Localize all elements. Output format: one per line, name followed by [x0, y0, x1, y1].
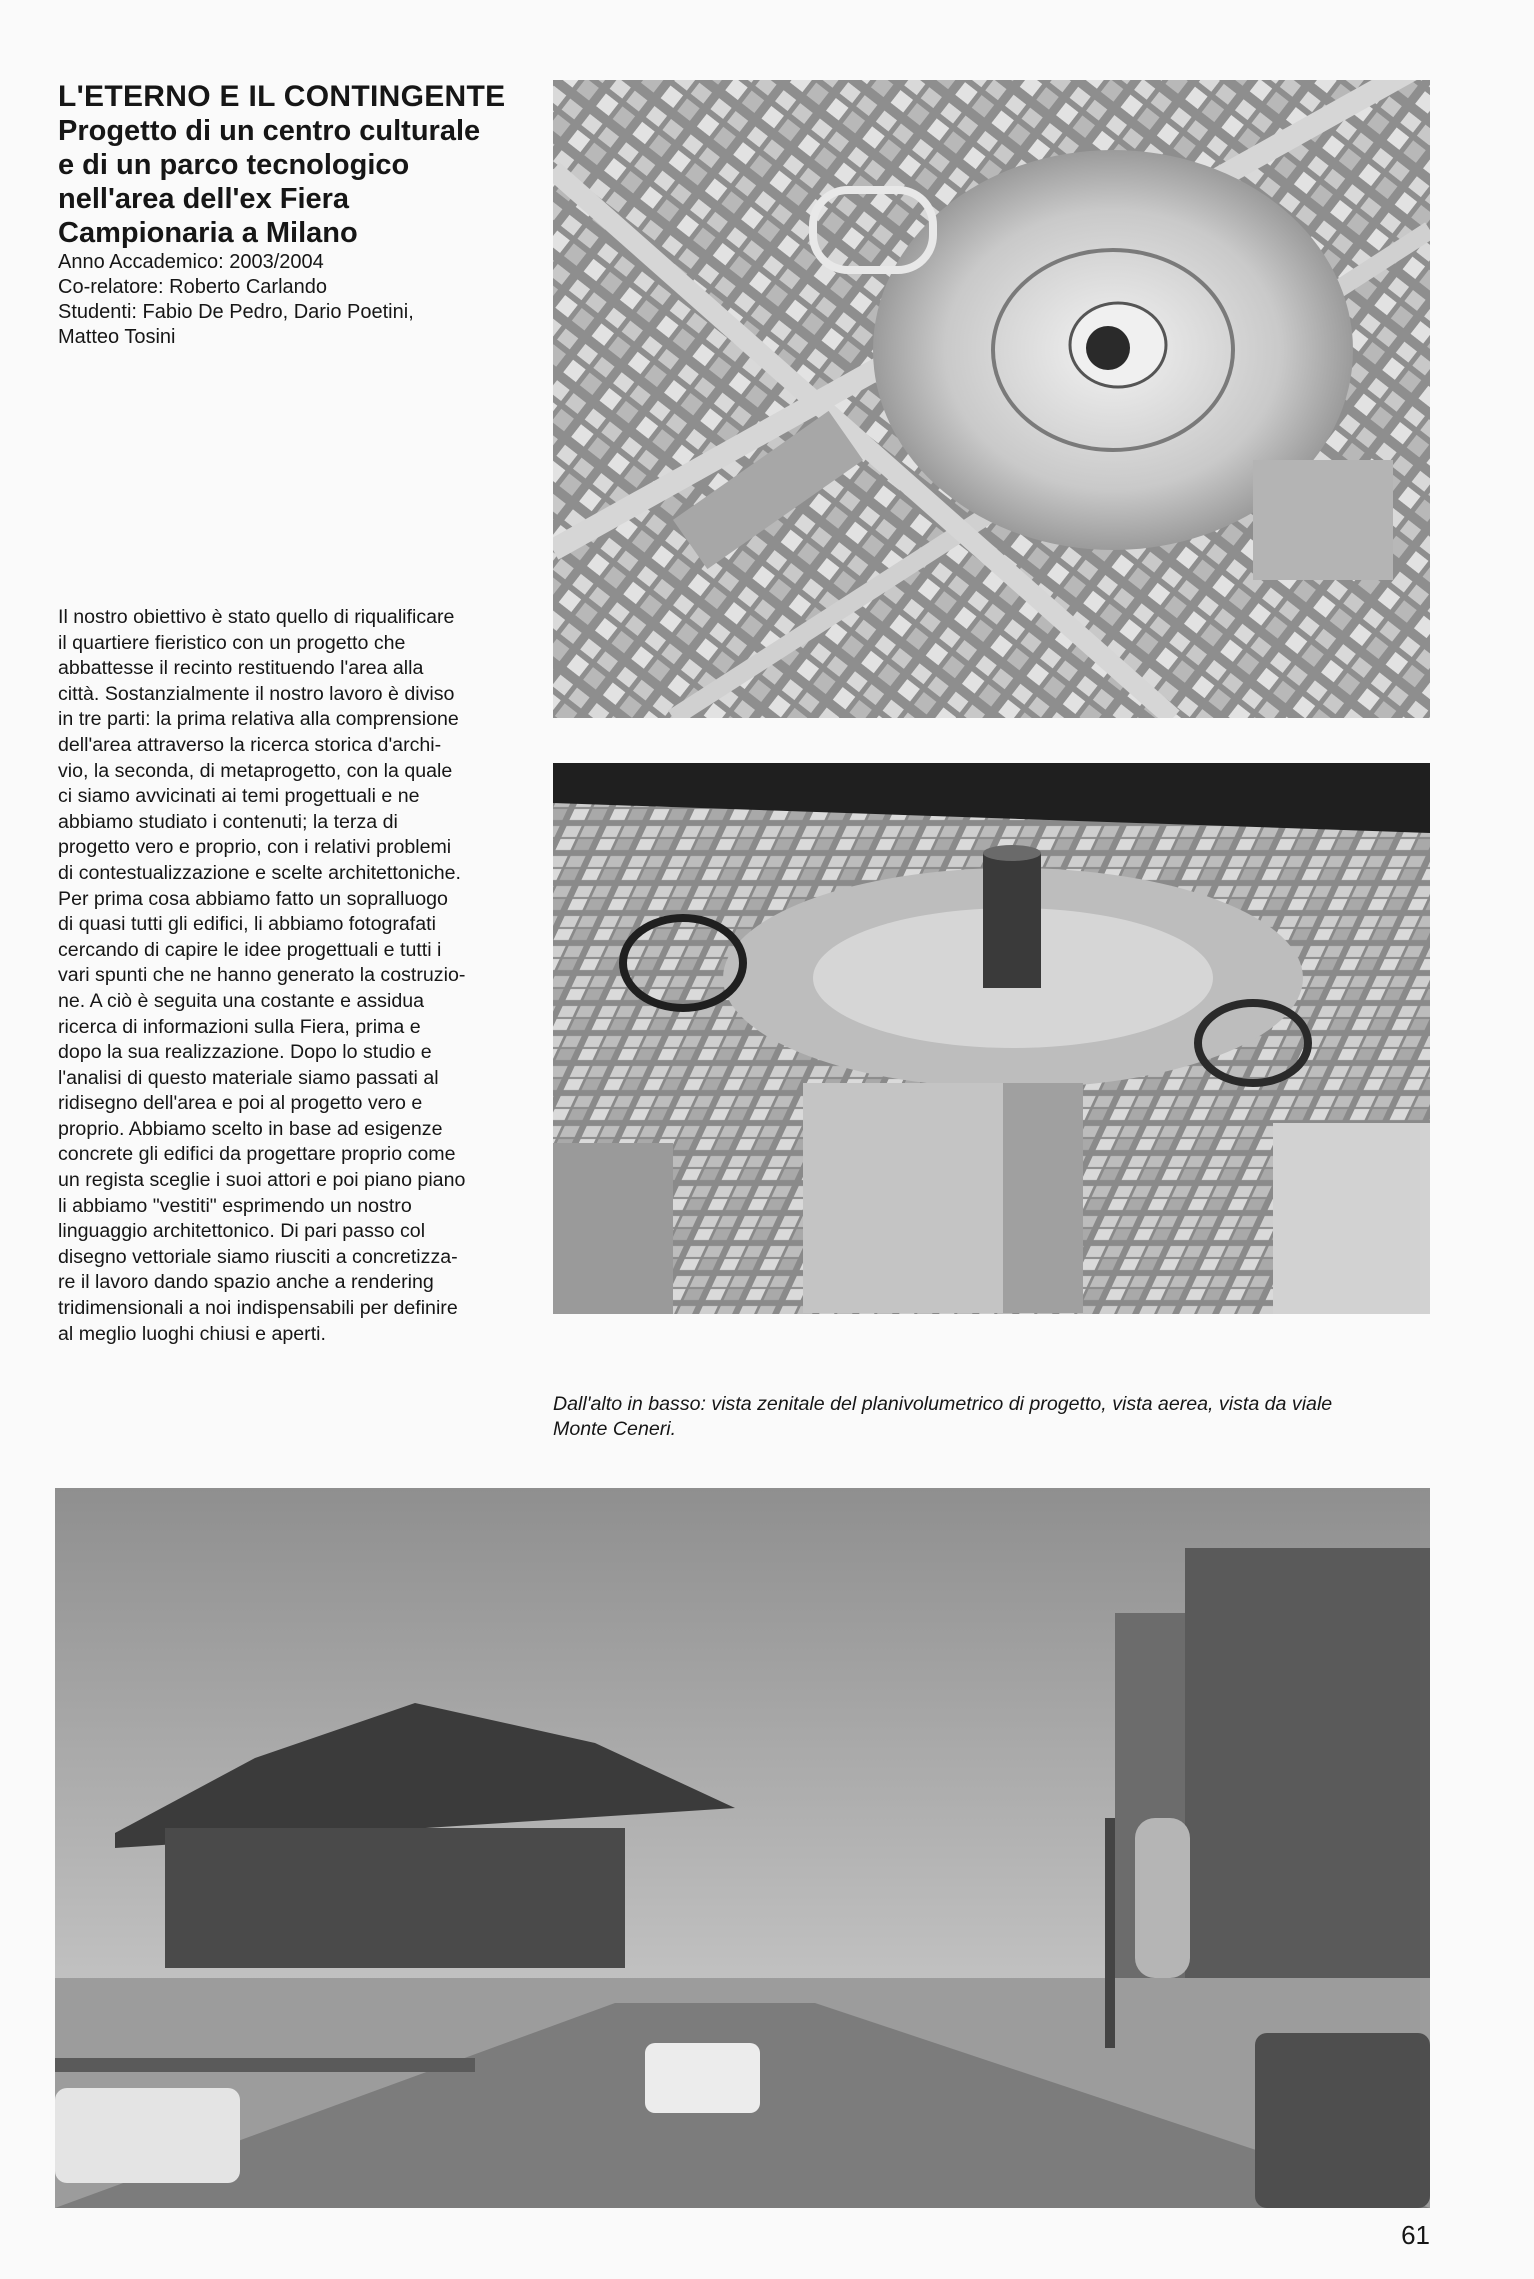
body-text-line: Il nostro obiettivo è stato quello di riqualificare	[58, 606, 455, 628]
caption-line: Dall'alto in basso: vista zenitale del planivolumetrico di progetto, vista aerea, vista da viale	[553, 1393, 1333, 1415]
students-continued: Matteo Tosini	[58, 326, 176, 348]
body-text-line: abbattesse il recinto restituendo l'area alla	[58, 657, 424, 680]
article-subtitle-line: e di un parco tecnologico	[58, 149, 410, 181]
body-text-line: progetto vero e proprio, con i relativi problemi	[58, 836, 452, 859]
body-text-line: ci siamo avvicinati ai temi progettuali e ne	[58, 785, 420, 808]
aerial-view-photo	[553, 763, 1430, 1314]
body-text-line: abbiamo studiato i contenuti; la terza di	[58, 810, 398, 833]
body-text-line: città. Sostanzialmente il nostro lavoro è diviso	[58, 682, 455, 705]
body-text-line: di quasi tutti gli edifici, li abbiamo fotografati	[58, 913, 436, 936]
body-text-line: dell'area attraverso la ricerca storica d'archi-	[58, 733, 442, 756]
students: Studenti: Fabio De Pedro, Dario Poetini,	[58, 301, 414, 323]
body-text-line: vari spunti che ne hanno generato la costruzio-	[58, 964, 466, 987]
academic-year: Anno Accademico: 2003/2004	[58, 251, 324, 273]
body-text-line: il quartiere fieristico con un progetto che	[58, 631, 406, 654]
article-title: L'ETERNO E IL CONTINGENTE	[58, 80, 506, 113]
body-text-line: vio, la seconda, di metaprogetto, con la quale	[58, 759, 453, 782]
zenithal-plan-photo	[553, 80, 1430, 718]
caption-line: Monte Ceneri.	[553, 1418, 677, 1440]
article-subtitle-line: nell'area dell'ex Fiera	[58, 183, 350, 215]
body-text-line: Per prima cosa abbiamo fatto un sopralluogo	[58, 887, 448, 910]
body-text-line: ne. A ciò è seguita una costante e assidua	[58, 989, 425, 1012]
body-text-line: ricerca di informazioni sulla Fiera, prima e	[58, 1015, 421, 1038]
body-text-line: cercando di capire le idee progettuali e tutti i	[58, 938, 442, 961]
body-text-line: li abbiamo "vestiti" esprimendo un nostro	[58, 1194, 412, 1217]
body-text-line: tridimensionali a noi indispensabili per definire	[58, 1297, 458, 1320]
page-number: 61	[1401, 2220, 1430, 2250]
figure-caption	[553, 1392, 1433, 1442]
body-text-line: dopo la sua realizzazione. Dopo lo studio e	[58, 1041, 432, 1064]
body-text-line: concrete gli edifici da progettare proprio come	[58, 1143, 456, 1166]
body-text-line: re il lavoro dando spazio anche a rendering	[58, 1271, 434, 1294]
co-supervisor: Co-relatore: Roberto Carlando	[58, 276, 328, 298]
body-text-line: disegno vettoriale siamo riusciti a concretizza-	[58, 1245, 458, 1268]
body-text-line: proprio. Abbiamo scelto in base ad esigenze	[58, 1117, 443, 1140]
body-text-line: linguaggio architettonico. Di pari passo col	[58, 1220, 426, 1243]
article-subtitle-line: Progetto di un centro culturale	[58, 115, 481, 147]
body-text-line: in tre parti: la prima relativa alla comprensione	[58, 708, 459, 731]
body-text-line: un regista sceglie i suoi attori e poi piano piano	[58, 1169, 466, 1192]
body-text-line: l'analisi di questo materiale siamo passati al	[58, 1066, 439, 1089]
body-text-line: al meglio luoghi chiusi e aperti.	[58, 1322, 326, 1345]
title-block	[58, 80, 528, 350]
body-text-line: di contestualizzazione e scelte architettoniche.	[58, 861, 461, 884]
body-text-line: ridisegno dell'area e poi al progetto vero e	[58, 1092, 423, 1115]
street-view-photo	[55, 1488, 1430, 2208]
article-subtitle-line: Campionaria a Milano	[58, 217, 358, 249]
body-text	[58, 605, 506, 1347]
